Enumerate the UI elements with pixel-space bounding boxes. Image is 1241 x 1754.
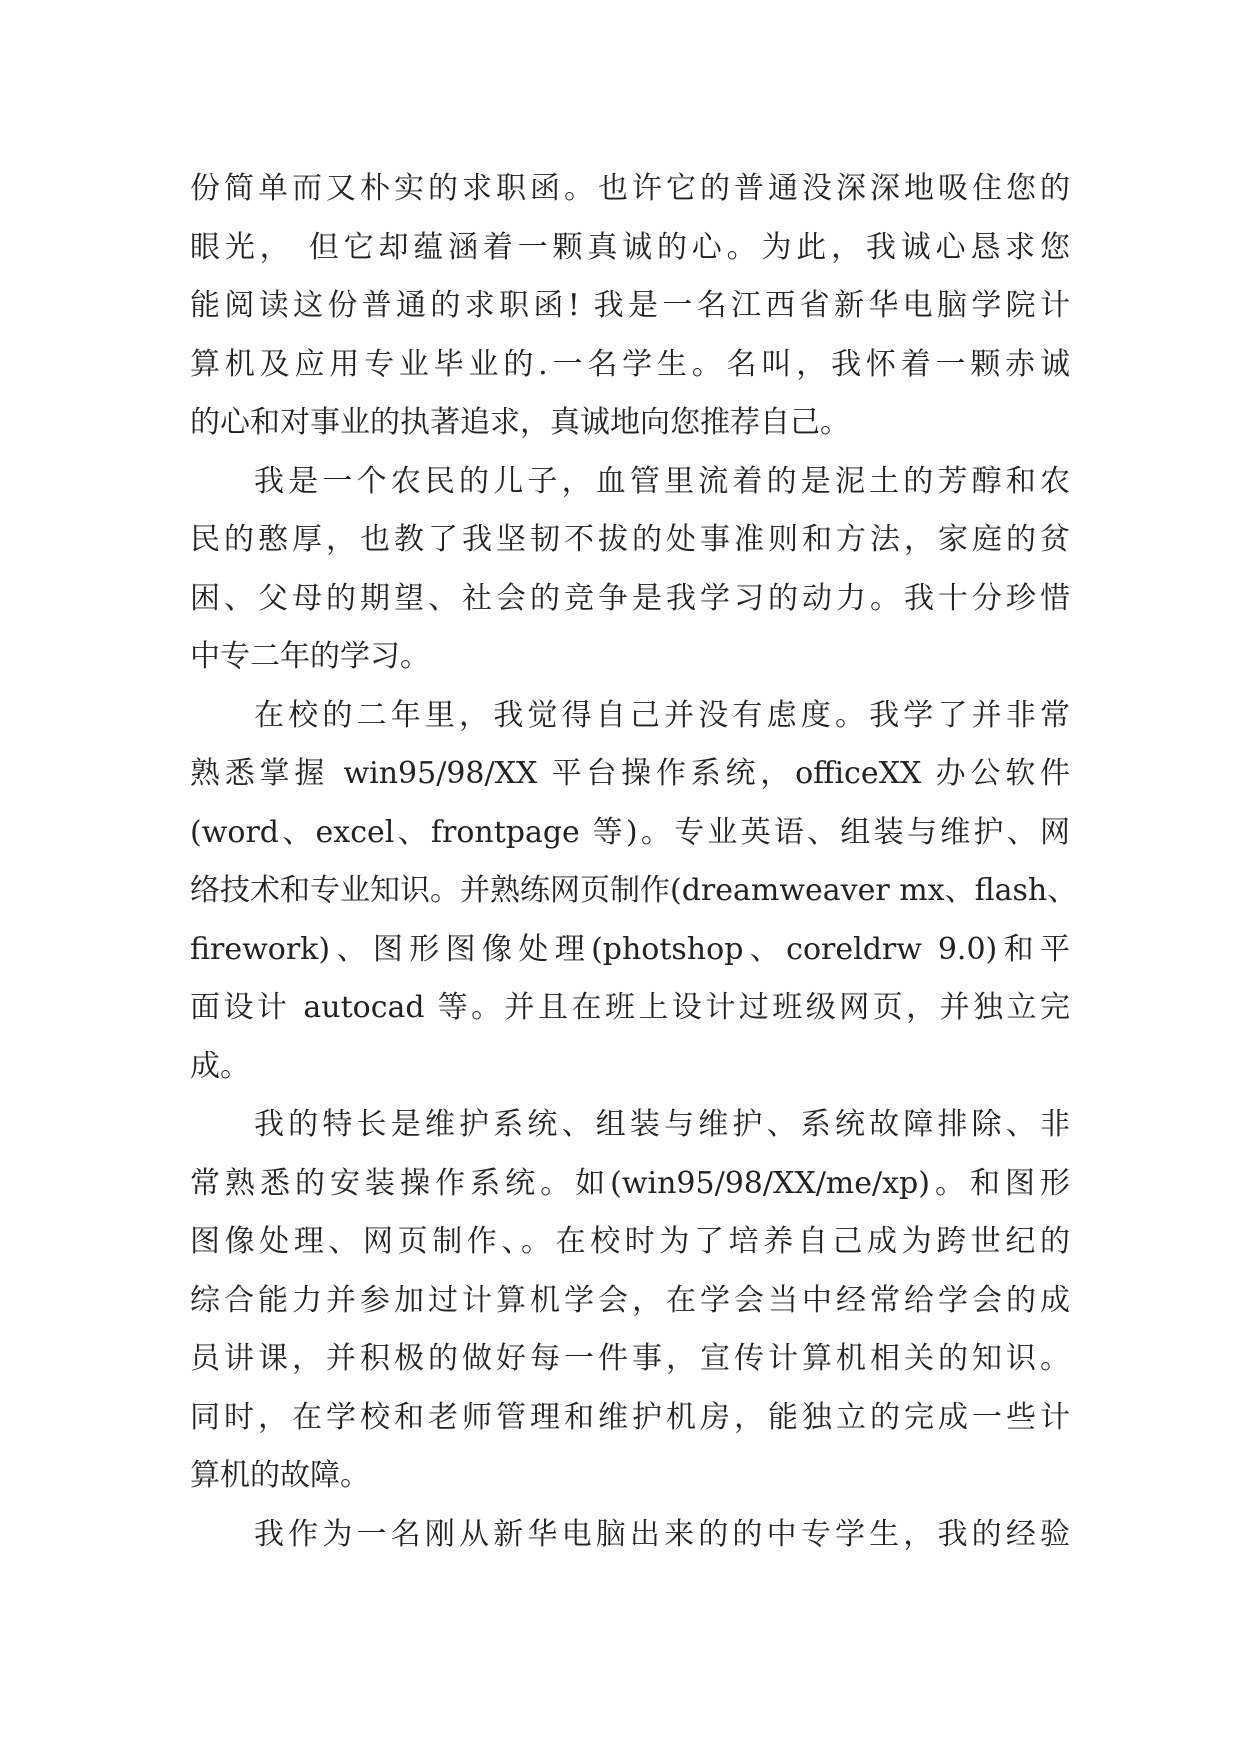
text-line: 算机及应用专业毕业的.一名学生。名叫，我怀着一颗赤诚 — [190, 346, 1070, 382]
text-line: 综合能力并参加过计算机学会，在学会当中经常给学会的成 — [190, 1282, 1070, 1318]
text-line: 图像处理、网页制作、。在校时为了培养自己成为跨世纪的 — [190, 1224, 1070, 1259]
text-line: 我作为一名刚从新华电脑出来的的中专学生，我的经验 — [254, 1516, 1070, 1552]
text-line: 面设计 autocad 等。并且在班上设计过班级网页，并独立完 — [190, 990, 1070, 1025]
text-line: 我的特长是维护系统、组装与维护、系统故障排除、非 — [254, 1107, 1070, 1142]
body-text — [190, 160, 1078, 1564]
text-line: 份简单而又朴实的求职函。也许它的普通没深深地吸住您的 — [190, 171, 1070, 206]
text-line: 络技术和专业知识。并熟练网页制作(dreamweaver mx、flash、 — [190, 873, 1078, 908]
text-line: 的心和对事业的执著追求，真诚地向您推荐自己。 — [190, 405, 850, 440]
text-line: (word、excel、frontpage 等)。专业英语、组装与维护、网 — [190, 814, 1070, 850]
text-line: 成。 — [190, 1048, 250, 1084]
text-line: 困、父母的期望、社会的竞争是我学习的动力。我十分珍惜 — [190, 580, 1070, 616]
text-line: 眼光， 但它却蕴涵着一颗真诚的心。为此，我诚心恳求您 — [190, 229, 1070, 265]
text-line: firework)、图形图像处理(photshop、coreldrw 9.0)和平 — [190, 931, 1070, 967]
text-line: 能阅读这份普通的求职函! 我是一名江西省新华电脑学院计 — [190, 288, 1070, 323]
text-line: 熟悉掌握 win95/98/XX 平台操作系统，officeXX 办公软件 — [190, 756, 1070, 791]
text-line: 算机的故障。 — [190, 1458, 370, 1493]
text-line: 民的憨厚，也教了我坚韧不拔的处事准则和方法，家庭的贫 — [190, 522, 1070, 557]
text-line: 在校的二年里，我觉得自己并没有虑度。我学了并非常 — [254, 697, 1070, 733]
text-line: 中专二年的学习。 — [190, 639, 430, 674]
text-line: 我是一个农民的儿子，血管里流着的是泥土的芳醇和农 — [254, 463, 1070, 499]
text-line: 同时，在学校和老师管理和维护机房，能独立的完成一些计 — [190, 1399, 1070, 1435]
text-line: 员讲课，并积极的做好每一件事，宣传计算机相关的知识。 — [190, 1341, 1070, 1376]
text-line: 常熟悉的安装操作系统。如(win95/98/XX/me/xp)。和图形 — [190, 1165, 1070, 1201]
